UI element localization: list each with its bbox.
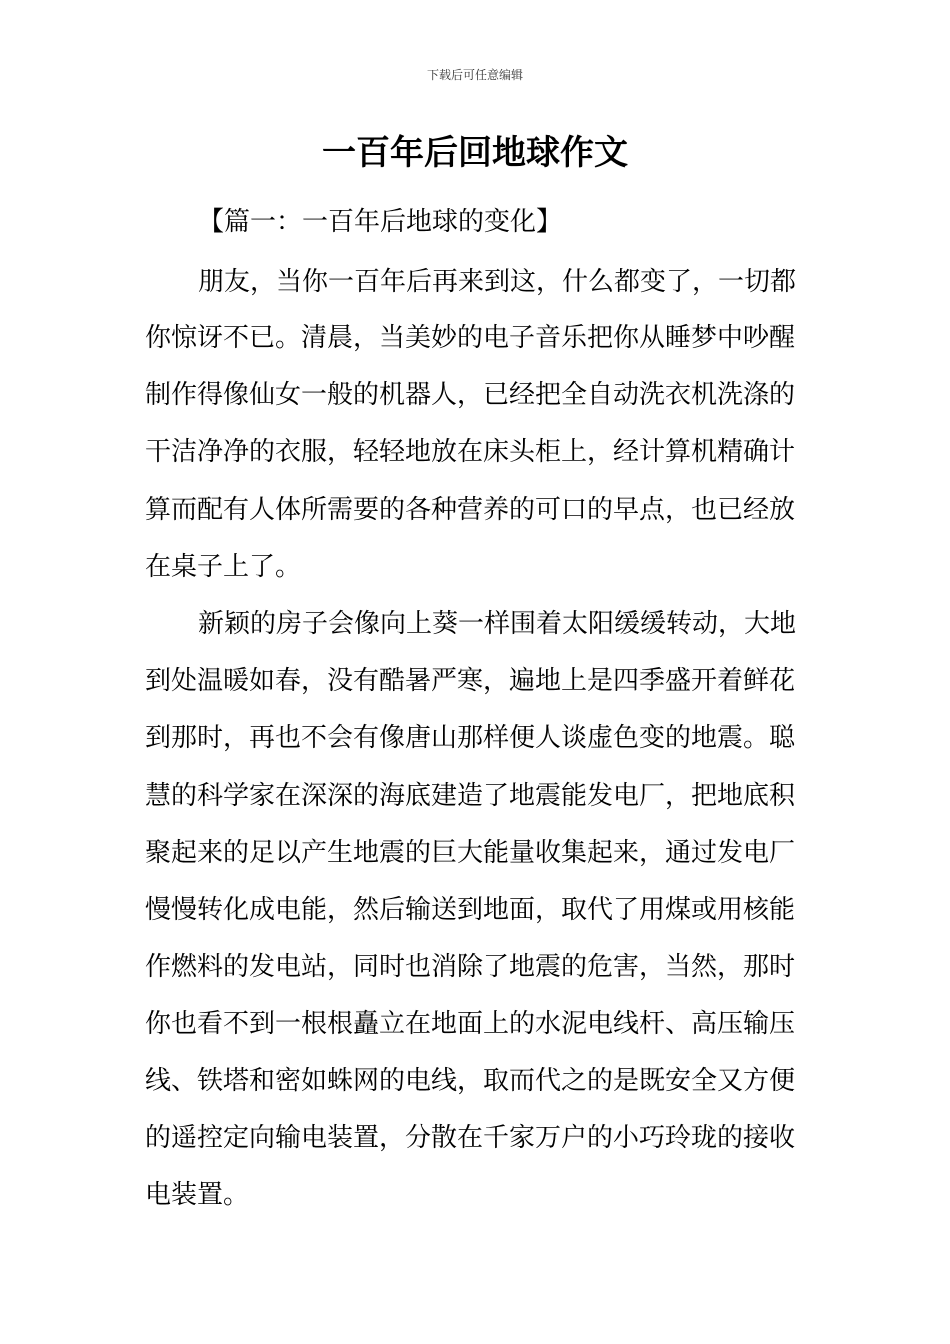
paragraph-line: 制作得像仙女一般的机器人，已经把全自动洗衣机洗涤的 bbox=[145, 380, 796, 410]
paragraph-line: 到处温暖如春，没有酷暑严寒，遍地上是四季盛开着鲜花 bbox=[145, 666, 796, 696]
paragraph-line: 的遥控定向输电装置，分散在千家万户的小巧玲珑的接收 bbox=[145, 1123, 796, 1153]
paragraph-line: 干洁净净的衣服，轻轻地放在床头柜上，经计算机精确计 bbox=[145, 437, 796, 467]
header-note: 下载后可任意编辑 bbox=[426, 68, 523, 82]
paragraph-line: 你也看不到一根根矗立在地面上的水泥电线杆、高压输压 bbox=[145, 1009, 796, 1039]
paragraph-line: 慢慢转化成电能，然后输送到地面，取代了用煤或用核能 bbox=[145, 895, 796, 925]
section-heading: 【篇一：一百年后地球的变化】 bbox=[198, 207, 563, 237]
paragraph-line: 在桌子上了。 bbox=[145, 552, 302, 582]
paragraph-line: 作燃料的发电站，同时也消除了地震的危害，当然，那时 bbox=[145, 952, 796, 982]
page-title: 一百年后回地球作文 bbox=[322, 133, 628, 173]
paragraph-line: 到那时，再也不会有像唐山那样便人谈虚色变的地震。聪 bbox=[145, 723, 796, 753]
paragraph-line: 新颖的房子会像向上葵一样围着太阳缓缓转动，大地 bbox=[198, 609, 797, 639]
paragraph-line: 慧的科学家在深深的海底建造了地震能发电厂，把地底积 bbox=[145, 781, 796, 811]
paragraph-line: 聚起来的足以产生地震的巨大能量收集起来，通过发电厂 bbox=[145, 838, 796, 868]
paragraph-line: 算而配有人体所需要的各种营养的可口的早点，也已经放 bbox=[145, 495, 796, 525]
paragraph-line: 朋友，当你一百年后再来到这，什么都变了，一切都 bbox=[198, 267, 797, 297]
paragraph-line: 电装置。 bbox=[145, 1180, 250, 1210]
paragraph-line: 线、铁塔和密如蛛网的电线，取而代之的是既安全又方便 bbox=[145, 1066, 796, 1096]
paragraph-line: 你惊讶不已。清晨，当美妙的电子音乐把你从睡梦中吵醒 bbox=[145, 323, 796, 353]
